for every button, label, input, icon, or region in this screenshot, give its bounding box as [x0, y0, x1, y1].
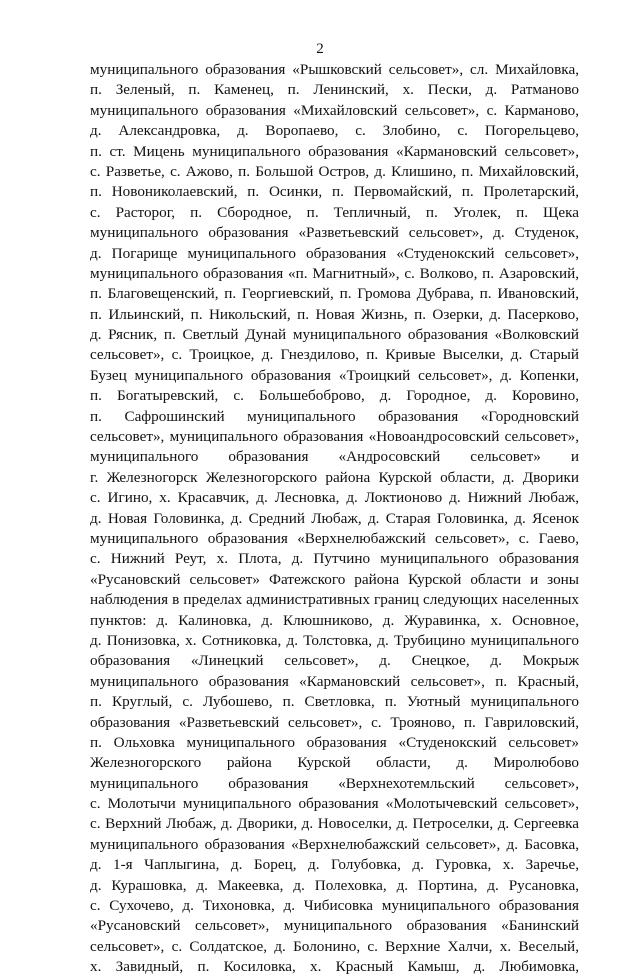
text-line: д. Рясник, п. Светлый Дунай муниципального образования «Волковский: [90, 326, 579, 344]
text-line: муниципального образования «п. Магнитный», с. Волково, п. Азаровский,: [90, 264, 579, 282]
text-line: наблюдения в пределах административных границ следующих населенных: [90, 591, 579, 609]
text-line: муниципального образования «Михайловский сельсовет», с. Карманово,: [90, 101, 579, 119]
text-line: п. ст. Мицень муниципального образования «Кармановский сельсовет»,: [90, 142, 579, 160]
text-line: образования «Линецкий сельсовет», д. Снецкое, д. Мокрыж: [90, 652, 579, 670]
text-line: сельсовет», с. Солдатское, д. Болонино, с. Верхние Халчи, х. Веселый,: [90, 937, 579, 955]
text-line: муниципального образования «Андросовский сельсовет» и: [90, 448, 579, 466]
body-text: [90, 60, 579, 978]
text-line: п. Ильинский, п. Никольский, п. Новая Жизнь, п. Озерки, д. Пасерково,: [90, 305, 579, 323]
text-line: п. Богатыревский, с. Большебоброво, д. Городное, д. Коровино,: [90, 387, 579, 405]
text-line: п. Зеленый, п. Каменец, п. Ленинский, х. Пески, д. Ратманово: [90, 81, 579, 99]
text-line: муниципального образования «Рышковский сельсовет», сл. Михайловка,: [90, 61, 579, 78]
text-line: сельсовет», с. Троицкое, д. Гнездилово, п. Кривые Выселки, д. Старый: [90, 346, 579, 364]
text-line: п. Сафрошинский муниципального образования «Городновский: [90, 407, 579, 425]
text-line: д. Александровка, д. Воропаево, с. Злобино, с. Погорельцево,: [90, 122, 579, 140]
text-line: д. 1-я Чаплыгина, д. Борец, д. Голубовка, д. Гуровка, х. Заречье,: [90, 856, 579, 874]
text-line: муниципального образования «Верхнелюбажский сельсовет», с. Гаево,: [90, 529, 579, 547]
text-line: п. Новониколаевский, п. Осинки, п. Первомайский, п. Пролетарский,: [90, 183, 579, 201]
text-line: с. Верхний Любаж, д. Дворики, д. Новоселки, д. Петроселки, д. Сергеевка: [90, 815, 579, 833]
text-line: пунктов: д. Калиновка, д. Клюшниково, д. Журавинка, х. Основное,: [90, 611, 579, 629]
text-line: с. Разветье, с. Ажово, п. Большой Остров, д. Клишино, п. Михайловский,: [90, 162, 579, 180]
text-line: с. Нижний Реут, х. Плота, д. Путчино муниципального образования: [90, 550, 579, 568]
page-number: 2: [316, 41, 324, 57]
text-line: муниципального образования «Кармановский сельсовет», п. Красный,: [90, 672, 579, 690]
text-line: с. Игино, х. Красавчик, д. Лесновка, д. Локтионово д. Нижний Любаж,: [90, 489, 579, 507]
text-line: Бузец муниципального образования «Троицкий сельсовет», д. Копенки,: [90, 366, 579, 384]
text-line: д. Понизовка, х. Сотниковка, д. Толстовка, д. Трубицино муниципального: [90, 631, 579, 649]
text-line: д. Погарище муниципального образования «Студенокский сельсовет»,: [90, 244, 579, 262]
text-line: муниципального образования «Разветьевский сельсовет», д. Студенок,: [90, 224, 579, 242]
text-line: муниципального образования «Верхнелюбажский сельсовет», д. Басовка,: [90, 835, 579, 853]
text-line: «Русановский сельсовет», муниципального образования «Банинский: [90, 917, 579, 935]
text-line: с. Расторог, п. Сбородное, п. Тепличный, п. Уголек, п. Щека: [90, 203, 579, 221]
text-line: сельсовет», муниципального образования «Новоандросовский сельсовет»,: [90, 428, 579, 446]
text-line: д. Новая Головинка, д. Средний Любаж, д. Старая Головинка, д. Ясенок: [90, 509, 579, 527]
text-line: п. Ольховка муниципального образования «Студенокский сельсовет»: [90, 733, 579, 751]
text-line: муниципального образования «Верхнехотемльский сельсовет»,: [90, 774, 579, 792]
text-line: г. Железногорск Железногорского района Курской области, д. Дворики: [90, 468, 579, 486]
text-line: образования «Разветьевский сельсовет», с. Трояново, п. Гавриловский,: [90, 713, 579, 731]
text-line: п. Благовещенский, п. Георгиевский, п. Громова Дубрава, п. Ивановский,: [90, 285, 579, 303]
text-line: д. Курашовка, д. Макеевка, д. Полеховка, д. Портина, д. Русановка,: [90, 876, 579, 894]
text-line: п. Круглый, с. Лубошево, п. Светловка, п. Уютный муниципального: [90, 693, 579, 711]
text-line: х. Завидный, п. Косиловка, х. Красный Камыш, д. Любимовка,: [90, 958, 579, 976]
text-line: «Русановский сельсовет» Фатежского района Курской области и зоны: [90, 570, 579, 588]
text-line: с. Молотычи муниципального образования «Молотычевский сельсовет»,: [90, 795, 579, 813]
text-line: с. Сухочево, д. Тихоновка, д. Чибисовка муниципального образования: [90, 897, 579, 915]
text-line: Железногорского района Курской области, д. Миролюбово: [90, 754, 579, 772]
